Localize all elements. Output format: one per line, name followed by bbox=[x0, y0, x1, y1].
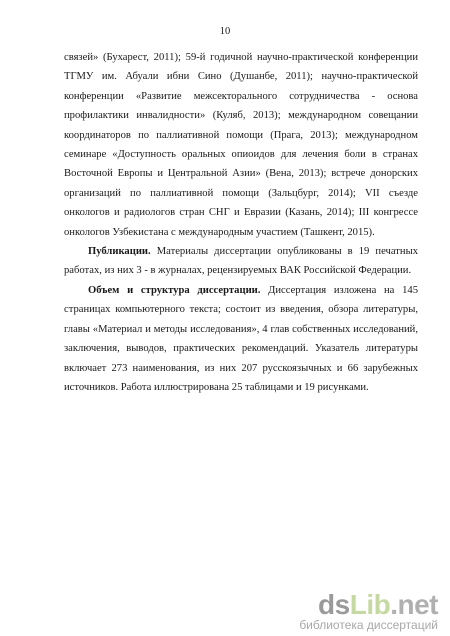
paragraph-structure bbox=[64, 281, 418, 397]
paragraph-text: Материалы диссертации опубликованы в 19 печатных работах, из них 3 - в журналах, рецензируемых ВАК Российской Федерации. bbox=[64, 246, 418, 277]
logo-net-text: .net bbox=[390, 589, 438, 620]
paragraph-heading: Публикации. bbox=[88, 246, 151, 258]
document-body bbox=[64, 48, 418, 397]
dslib-watermark bbox=[299, 590, 438, 632]
paragraph-text: связей» (Бухарест, 2011); 59-й годичной научно-практической конференции ТГМУ им. Абуали ибни Сино (Душанбе, 2011); научно-практической конференции «Развитие межсекторального сотрудничества - основа профилактики инвалидности» (Куляб, 2013); международном совещании координаторов по паллиативной помощи (Прага, 2013); международном семинаре «Доступность оральных опиоидов для лечения боли в странах Восточной Европы и Центральной Азии» (Вена, 2013); встрече донорских организаций по паллиативной помощи (Зальцбург, 2014); VII съезде онкологов и радиологов стран СНГ и Евразии (Казань, 2014); III конгрессе онкологов Узбекистана с международным участием (Ташкент, 2015). bbox=[64, 52, 418, 238]
paragraph-conferences bbox=[64, 48, 418, 242]
dslib-logo bbox=[299, 590, 438, 620]
page-number: 10 bbox=[219, 26, 231, 37]
logo-lib-text: Lib bbox=[349, 589, 391, 620]
logo-ds-text: ds bbox=[318, 589, 350, 620]
paragraph-text: Диссертация изложена на 145 страницах компьютерного текста; состоит из введения, обзора литературы, главы «Материал и методы исследования», 4 глав собственных исследований, заключения, выводов, практических рекомендаций. Указатель литературы включает 273 наименования, из них 207 русскоязычных и 66 зарубежных источников. Работа иллюстрирована 25 таблицами и 19 рисунками. bbox=[64, 284, 418, 393]
paragraph-heading: Объем и структура диссертации. bbox=[88, 284, 261, 296]
watermark-caption: библиотека диссертаций bbox=[299, 618, 438, 632]
paragraph-publications bbox=[64, 242, 418, 281]
